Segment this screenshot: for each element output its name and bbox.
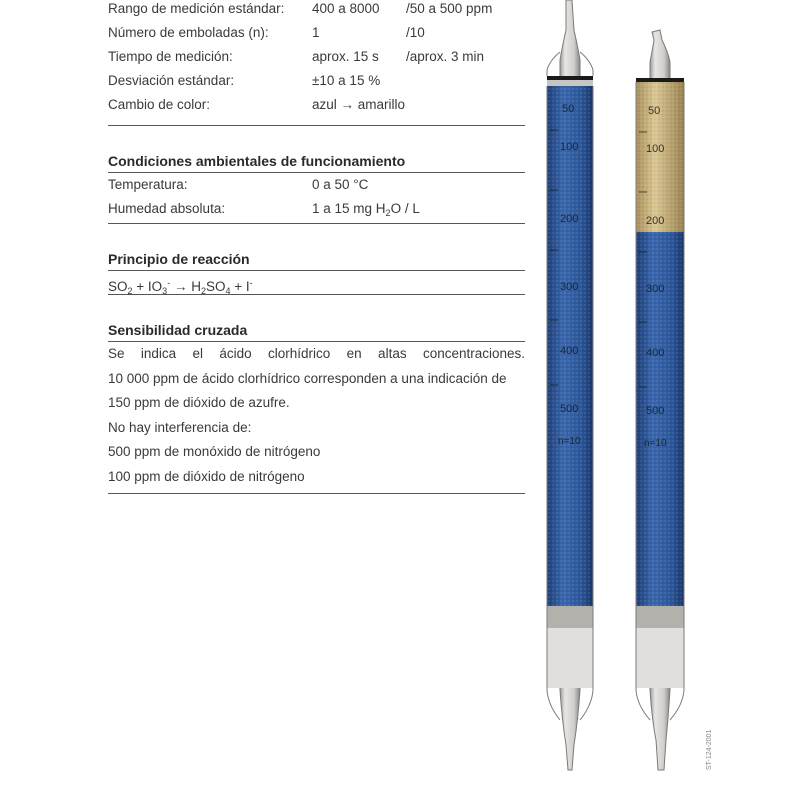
scale-label: 100 bbox=[560, 141, 579, 153]
spec-label: Número de emboladas (n): bbox=[108, 25, 269, 40]
divider bbox=[108, 294, 525, 295]
spec-value-alt: /10 bbox=[406, 25, 425, 40]
scale-label: 50 bbox=[648, 105, 661, 117]
spec-value: ±10 a 15 % bbox=[312, 73, 381, 88]
spec-label: Desviación estándar: bbox=[108, 73, 235, 88]
spec-value-alt: /aprox. 3 min bbox=[406, 49, 485, 64]
scale-label: 100 bbox=[646, 143, 665, 155]
spec-row bbox=[108, 0, 525, 21]
scale-label: 200 bbox=[646, 215, 665, 227]
spec-value: 400 a 8000 bbox=[312, 1, 380, 16]
paragraph-line: 150 ppm de dióxido de azufre. bbox=[108, 395, 290, 410]
section-title: Principio de reacción bbox=[108, 251, 250, 267]
condition-value: 1 a 15 mg $H_2O$ / L bbox=[312, 201, 420, 218]
condition-value: 0 a 50 °C bbox=[312, 177, 369, 192]
condition-label: Humedad absoluta: bbox=[108, 201, 226, 216]
scale-label: 200 bbox=[560, 213, 579, 225]
spec-row bbox=[108, 21, 525, 45]
spec-value: 1 bbox=[312, 25, 320, 40]
conditions-section bbox=[108, 148, 525, 224]
scale-label: 50 bbox=[562, 103, 575, 115]
spec-table bbox=[108, 0, 525, 120]
section-title: Sensibilidad cruzada bbox=[108, 322, 248, 338]
scale-label: n=10 bbox=[558, 436, 581, 447]
scale-label: 300 bbox=[560, 281, 579, 293]
divider bbox=[108, 125, 525, 126]
scale-label: 300 bbox=[646, 283, 665, 295]
detector-tubes-image bbox=[520, 0, 700, 800]
paragraph-line: Se indica el ácido clorhídrico en altas concentraciones. bbox=[108, 346, 525, 361]
scale-label: 500 bbox=[560, 403, 579, 415]
scale-label: 400 bbox=[646, 347, 665, 359]
spec-row bbox=[108, 45, 525, 69]
spec-value: azul → amarillo bbox=[312, 97, 406, 112]
condition-label: Temperatura: bbox=[108, 177, 188, 192]
image-code: ST-124-2001 bbox=[706, 729, 713, 770]
scale-label: 400 bbox=[560, 345, 579, 357]
section-title: Condiciones ambientales de funcionamiento bbox=[108, 153, 406, 169]
cross-sensitivity-section bbox=[108, 317, 525, 494]
spec-row bbox=[108, 93, 525, 117]
paragraph-line: 100 ppm de dióxido de nitrógeno bbox=[108, 468, 305, 484]
document-body bbox=[108, 0, 525, 494]
paragraph-line: No hay interferencia de: bbox=[108, 419, 252, 435]
scale-label: n=10 bbox=[644, 438, 667, 449]
scale-label: 500 bbox=[646, 405, 665, 417]
paragraph-line: 10 000 ppm de ácido clorhídrico corresponden a una indicación de bbox=[108, 370, 507, 386]
reaction-section bbox=[108, 246, 525, 295]
condition-row bbox=[108, 173, 525, 197]
spec-label: Cambio de color: bbox=[108, 97, 211, 112]
reaction-equation: $SO_2 + IO_3^- \to H_2SO_4 + I^-$ bbox=[108, 278, 253, 296]
spec-label: Rango de medición estándar: bbox=[108, 1, 285, 16]
tube-right bbox=[636, 30, 684, 770]
spec-label: Tiempo de medición: bbox=[108, 49, 233, 64]
paragraph-line: 500 ppm de monóxido de nitrógeno bbox=[108, 444, 321, 459]
spec-row bbox=[108, 69, 525, 93]
spec-value-alt: /50 a 500 ppm bbox=[406, 1, 493, 16]
divider bbox=[108, 493, 525, 494]
spec-value: aprox. 15 s bbox=[312, 49, 379, 64]
condition-row bbox=[108, 197, 525, 221]
